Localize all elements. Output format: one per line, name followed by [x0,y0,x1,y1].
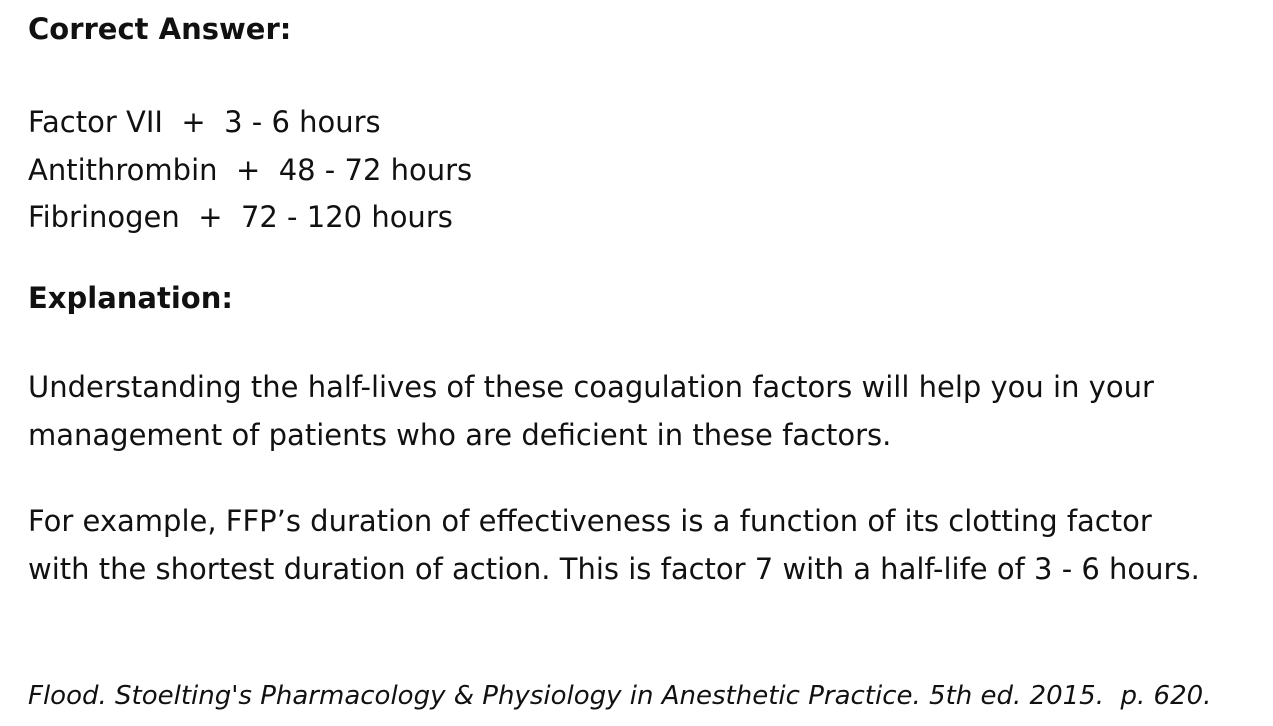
explanation-paragraph: Understanding the half-lives of these coagulation factors will help you in your management of patients who are deficient in these factors. [28,370,1154,452]
answer-row-fibrinogen: Fibrinogen + 72 - 120 hours [28,200,453,234]
correct-answer-heading: Correct Answer: [28,12,292,46]
explanation-heading: Explanation: [28,281,233,315]
reference-citation: Flood. Stoelting's Pharmacology & Physiology in Anesthetic Practice. 5th ed. 2015. p. 620. [28,681,1212,711]
explanation-paragraph: For example, FFP’s duration of effectiveness is a function of its clotting factor with the shortest duration of action. This is factor 7 with a half-life of 3 - 6 hours. [28,504,1200,586]
answer-row-antithrombin: Antithrombin + 48 - 72 hours [28,152,473,187]
answer-row-factor-vii: Factor VII + 3 - 6 hours [28,105,381,139]
correct-answer-list [28,99,472,242]
